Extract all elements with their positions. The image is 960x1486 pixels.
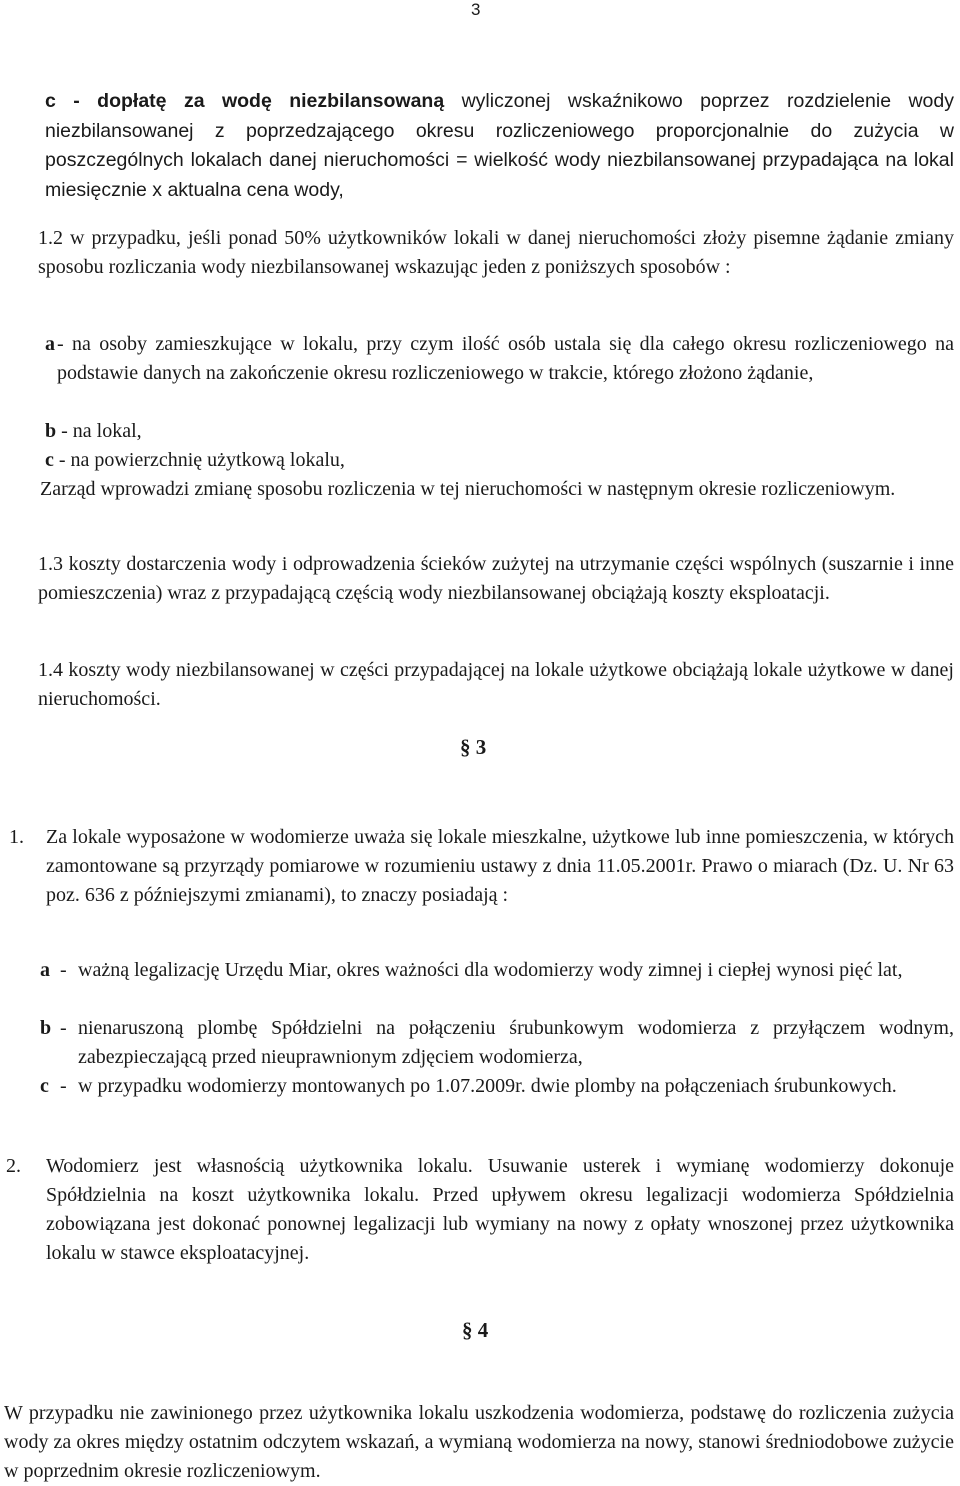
paragraph-1-3: 1.3 koszty dostarczenia wody i odprowadzenia ścieków zużytej na utrzymanie części wspólnych (suszarnie i inne pomieszczenia) wraz z przypadającą częścią wody niezbilansowanej obciążają koszty eksploatacji.: [38, 553, 954, 604]
point-text: Za lokale wyposażone w wodomierze uważa się lokale mieszkalne, użytkowe lub inne pomieszczenia, w których zamontowane są przyrządy pomiarowe w rozumieniu ustawy z dnia 11.05.2001r. Prawo o miarach (Dz. U. Nr 63 poz. 636 z późniejszymi zmianami), to znaczy posiadają :: [46, 826, 954, 906]
list-item-text: ważną legalizację Urzędu Miar, okres ważności dla wodomierzy wody zimnej i ciepłej wynosi pięć lat,: [78, 959, 903, 981]
paragraph-1-2: 1.2 w przypadku, jeśli ponad 50% użytkowników lokali w danej nieruchomości złoży pisemne żądanie zmiany sposobu rozliczania wody niezbilansowanej wskazując jeden z poniższych sposobów :: [38, 227, 954, 278]
surcharge-label: c - dopłatę za wodę niezbilansowaną: [45, 90, 445, 112]
list-item-label: b: [45, 420, 57, 442]
section-3-item-b: b - nienaruszoną plombę Spółdzielni na połączeniu śrubunkowym wodomierza z przyłączem wodnym, zabezpieczającą przed nieuprawnionym zdjęciem wodomierza,: [40, 1014, 954, 1072]
page-number: 3: [471, 0, 481, 19]
paragraph-1-2-closing: Zarząd wprowadzi zmianę sposobu rozliczenia w tej nieruchomości w następnym okresie rozliczeniowym.: [40, 478, 896, 500]
section-4-heading: § 4: [462, 1318, 489, 1342]
list-item-c: [45, 446, 345, 475]
list-item-b: [45, 417, 142, 446]
paragraph-1-4: 1.4 koszty wody niezbilansowanej w części przypadającej na lokale użytkowe obciążają lokale użytkowe w danej nieruchomości.: [38, 659, 954, 710]
section-3-point-2: [6, 1152, 954, 1268]
list-item-text: - na osoby zamieszkujące w lokalu, przy czym ilość osób ustala się dla całego okresu rozliczeniowego na podstawie danych na zakończenie okresu rozliczeniowego w trakcie, którego złożono żądanie,: [57, 333, 954, 384]
surcharge-text: wyliczonej wskaźnikowo poprzez rozdzielenie wody niezbilansowanej z poprzedzającego okresu rozliczeniowego proporcjonalnie do zużycia w poszczególnych lokalach danej nieruchomości = wielkość wody niezbilansowanej przypadająca na lokal miesięcznie x aktualna cena wody,: [45, 90, 954, 201]
section-3-item-c: c - w przypadku wodomierzy montowanych po 1.07.2009r. dwie plomby na połączeniach śrubunkowych.: [40, 1072, 954, 1130]
section-3-item-a: a - ważną legalizację Urzędu Miar, okres ważności dla wodomierzy wody zimnej i ciepłej wynosi pięć lat,: [40, 956, 954, 1014]
section-4-paragraph: W przypadku nie zawinionego przez użytkownika lokalu uszkodzenia wodomierza, podstawę do rozliczenia zużycia wody za okres między ostatnim odczytem wskazań, a wymianą wodomierza na nowy, stanowi średniodobowe zużycie w poprzednim okresie rozliczeniowym.: [4, 1402, 954, 1482]
section-3-heading: § 3: [460, 735, 487, 759]
paragraph-c-surcharge: [45, 87, 954, 205]
point-number: 2.: [6, 1155, 21, 1177]
section-3-point-1: [9, 823, 954, 939]
list-item-text: - na powierzchnię użytkową lokalu,: [53, 449, 345, 471]
point-number: 1.: [9, 826, 24, 848]
list-item-label: a: [45, 333, 55, 355]
list-item-label: b: [40, 1017, 52, 1039]
list-item-label: c: [40, 1075, 49, 1097]
list-item-text: w przypadku wodomierzy montowanych po 1.07.2009r. dwie plomby na połączeniach śrubunkowych.: [78, 1075, 897, 1097]
point-text: Wodomierz jest własnością użytkownika lokalu. Usuwanie usterek i wymianę wodomierzy dokonuje Spółdzielnia na koszt użytkownika lokalu. Przed upływem okresu legalizacji wodomierza Spółdzielnia zobowiązana jest dokonać ponownej legalizacji lub wymiany na nowy z opłaty wnoszonej przez użytkownika lokalu w stawce eksploatacyjnej.: [46, 1155, 954, 1264]
list-item-a: [45, 330, 954, 417]
list-item-text: nienaruszoną plombę Spółdzielni na połączeniu śrubunkowym wodomierza z przyłączem wodnym, zabezpieczającą przed nieuprawnionym zdjęciem wodomierza,: [78, 1017, 954, 1068]
list-item-label: c: [45, 449, 54, 471]
list-item-text: - na lokal,: [56, 420, 142, 442]
list-item-label: a: [40, 959, 50, 981]
